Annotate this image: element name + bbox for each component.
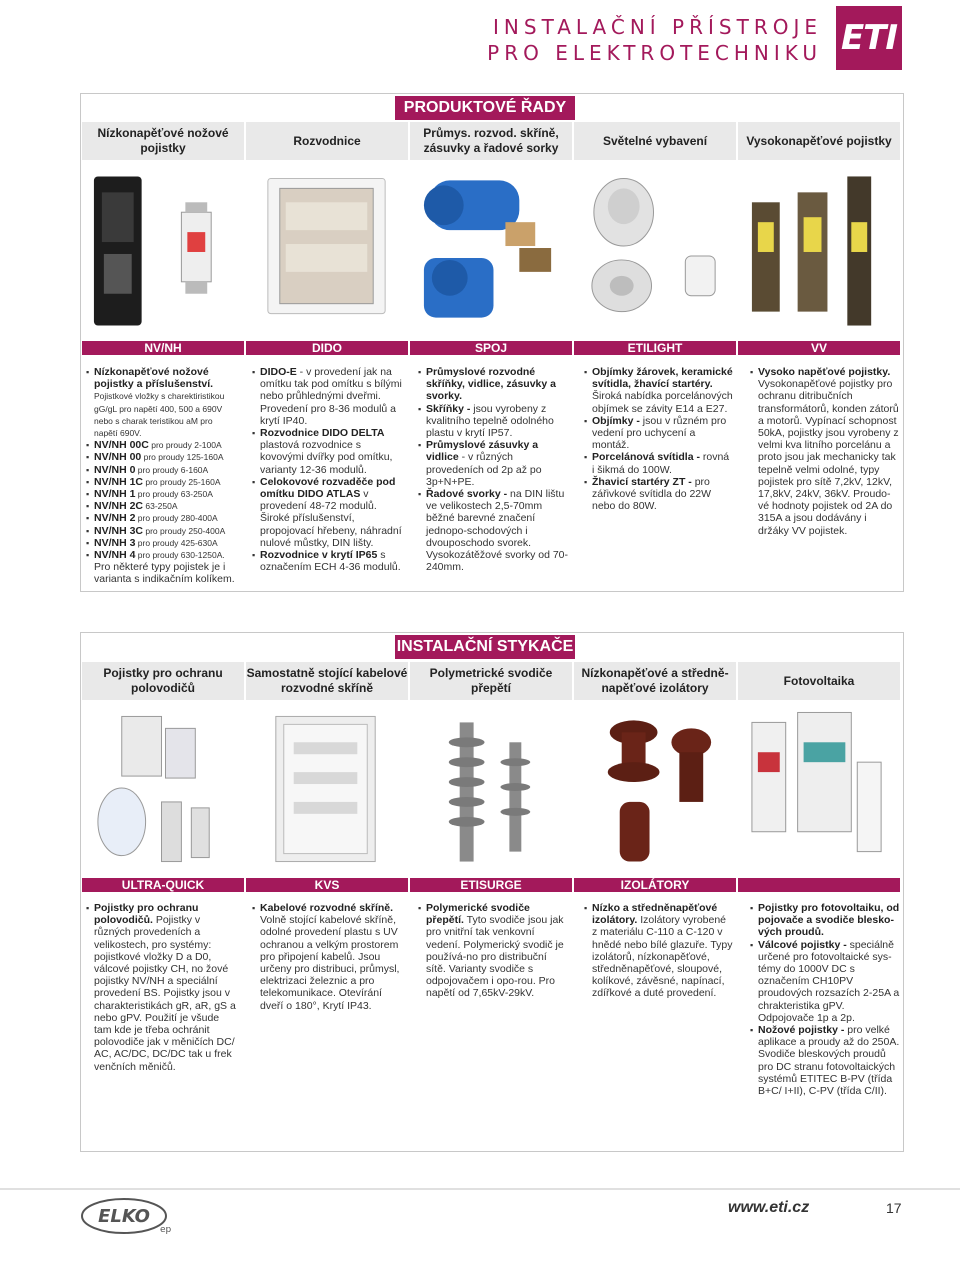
- desc-item-name: NV/NH 00C: [94, 439, 149, 452]
- cable-cabinet-image: [246, 702, 408, 876]
- page-header-title: [487, 14, 822, 66]
- desc-heading: Porcelánová svítidla -: [592, 451, 700, 464]
- desc-heading: Průmyslové rozvodné skříňky, vidlice, zásuvky a svorky.: [426, 366, 556, 403]
- desc-heading: Skříňky -: [426, 402, 471, 415]
- series-label: ULTRA-QUICK: [82, 878, 244, 892]
- desc-item-name: NV/NH 1C: [94, 475, 144, 488]
- distribution-board-image: [246, 162, 408, 338]
- desc-text: - v provedení jak na omítku tak pod omítku s bílými nebo průhlednými dveřmi. Provedení pro 8-36 modulů a krytí IP40.: [260, 366, 402, 427]
- description-nvnh: [82, 366, 236, 586]
- desc-heading: Nízkonapěťové nožové pojistky a příslušenství.: [94, 366, 214, 391]
- description-spoj: [414, 366, 568, 586]
- desc-item-range: pro proudy 280-400A: [135, 513, 218, 524]
- fuse-holder-image: [82, 162, 244, 338]
- eti-logo-text: ETI: [840, 18, 898, 58]
- series-label: NV/NH: [82, 341, 244, 355]
- desc-item-range: pro proudy 63-250A: [135, 489, 213, 500]
- desc-item-name: NV/NH 00: [94, 451, 142, 464]
- section1-banner: PRODUKTOVÉ ŘADY: [395, 96, 575, 120]
- section1-categories: [82, 122, 900, 160]
- section1-product-images: [82, 162, 900, 338]
- desc-item-range: pro proudy 425-630A: [135, 537, 218, 548]
- desc-text: Pojistky v různých provedeních a velikostech, pro systémy: pojistkové vložky D a D0, válcové pojistky CH, no žové pojistky NV/NH a speciální provedení BS. Pojistky jsou v charakteristikách gR, aR, gS a nebo gPV. Použití je všude tam kde je třeba ochránit polovodiče jak v měničích DC/ AC, AC/DC, DC/DC tak u frek venčních měničů.: [94, 914, 236, 1073]
- header-title-line1: INSTALAČNÍ PŘÍSTROJE: [493, 15, 822, 39]
- desc-text: Vysokonapěťové pojistky pro ochranu ditribučních transformátorů, konden zátorů a motorů. Vypínací schopnost 50kA, pojistky jsou vyrobeny z velmi kva litního porcelánu a proto jsou jak mechanicky tak tepelně velmi odolné, typy pojistek pro sítě 7,2kV, 12kV, 17,8kV, 24kV, 36kV. Proudo-vé hodnoty pojistek od 2A do 315A a jsou dodávány i držáky VV pojistek.: [758, 378, 899, 537]
- desc-item-range: pro proudy 2-100A: [148, 440, 222, 451]
- category-header: Průmys. rozvod. skříně, zásuvky a řadové sorky: [410, 122, 572, 160]
- section2-series-labels: [82, 878, 900, 892]
- description-etilight: [580, 366, 734, 586]
- description-izolatory: [580, 902, 734, 1097]
- hv-fuses-image: [738, 162, 900, 338]
- series-label: VV: [738, 341, 900, 355]
- desc-text: plastová rozvodnice s kovovými dvířky pod omítku, varianty 12-36 modulů.: [260, 439, 393, 476]
- section2-product-images: [82, 702, 900, 876]
- desc-text: s označením ECH 4-36 modulů.: [260, 549, 401, 574]
- desc-text: jsou vyrobeny z kvalitního tepelně odolného plastu v krytí IP57.: [426, 402, 554, 440]
- desc-text: rovná i šikmá do 100W.: [592, 451, 730, 476]
- desc-heading: Rozvodnice v krytí IP65: [260, 549, 378, 562]
- description-photovoltaic: [746, 902, 900, 1097]
- desc-heading: Žhavicí startéry ZT -: [592, 475, 692, 488]
- website-link[interactable]: www.eti.cz: [728, 1199, 810, 1216]
- desc-text: Široká nabídka porcelánových objímek se závity E14 a E27.: [592, 390, 733, 415]
- footer-divider: [0, 1188, 960, 1190]
- desc-heading: Celokovové rozvaděče pod omítku DIDO ATLAS: [260, 475, 396, 501]
- insulators-image: [574, 702, 736, 876]
- description-ultra-quick: [82, 902, 236, 1097]
- elko-logo: [80, 1196, 175, 1236]
- elko-logo-sub: ep: [160, 1225, 172, 1235]
- desc-item-range: 63-250A: [143, 501, 178, 512]
- section2-categories: [82, 662, 900, 700]
- category-header: Světelné vybavení: [574, 122, 736, 160]
- desc-heading: Nízko a středněnapěťové izolátory.: [592, 902, 718, 927]
- desc-item-name: NV/NH 0: [94, 463, 136, 476]
- lamp-holders-image: [574, 162, 736, 338]
- series-label: ETILIGHT: [574, 341, 736, 355]
- desc-item-range: pro proudy 125-160A: [141, 452, 224, 463]
- desc-heading: Polymerické svodiče přepětí.: [426, 902, 530, 927]
- desc-item-name: NV/NH 2: [94, 512, 136, 525]
- category-header: Rozvodnice: [246, 122, 408, 160]
- section1-descriptions: [82, 366, 900, 586]
- description-etisurge: [414, 902, 568, 1097]
- desc-item-range: pro proudy 630-1250A.: [135, 550, 225, 561]
- desc-text: pro velké aplikace a proudy až do 250A. Svodiče bleskových proudů pro DC stranu fotovoltaických systémů ETITEC B-PV (třída B+C/ I+II), C-PV (třída C/II).: [758, 1024, 900, 1098]
- desc-heading: Vysoko napěťové pojistky.: [758, 366, 891, 378]
- category-header: Polymetrické svodiče přepětí: [410, 662, 572, 700]
- desc-tail: Pro některé typy pojistek je i varianta s indikačním kolíkem.: [94, 561, 235, 586]
- desc-item-range: pro proudy 6-160A: [135, 464, 209, 475]
- series-label: KVS: [246, 878, 408, 892]
- desc-heading: Kabelové rozvodné skříně.: [260, 902, 394, 914]
- desc-text: v provedení 48-72 modulů. Široké příslušenství, propojovací hřebeny, náhradní nulové můstky, DIN lišty.: [260, 488, 402, 549]
- semiconductor-fuses-image: [82, 702, 244, 876]
- section2-banner: INSTALAČNÍ STYKAČE: [395, 635, 575, 659]
- desc-heading: Průmyslové zásuvky a vidlice: [426, 439, 539, 464]
- desc-text: speciálně určené pro fotovoltaické sys-témy do 1000V DC s označením CH10PV proudových rozsazích 2-25A a chrakteristika gPV. Odpojovače 1p a 2p.: [758, 938, 900, 1024]
- desc-item-range: pro proudy 250-400A: [143, 525, 226, 536]
- desc-item-name: NV/NH 3: [94, 536, 136, 549]
- series-label: ETISURGE: [410, 878, 572, 892]
- industrial-sockets-image: [410, 162, 572, 338]
- description-vv: [746, 366, 900, 586]
- category-header: Vysokonapěťové pojistky: [738, 122, 900, 160]
- desc-heading: Objímky -: [592, 414, 640, 427]
- desc-text: - v různých provedeních od 2p až po 3p+N+PE.: [426, 451, 542, 488]
- desc-heading: Rozvodnice DIDO DELTA: [260, 427, 385, 440]
- desc-heading: Objímky žárovek, keramické svítidla, žhavící startéry.: [592, 366, 733, 391]
- desc-text: jsou v různém pro vedení pro uchycení a montáž.: [592, 414, 727, 452]
- desc-heading: Pojistky pro ochranu polovodičů.: [94, 902, 199, 927]
- header-title-line2: PRO ELEKTROTECHNIKU: [487, 41, 822, 65]
- desc-text: Tyto svodiče jsou jak pro vnitřní tak venkovní vedení. Polymerický svodič je používá-no pro distribuční sítě. Varianty svodiče s odpojovačem i opo-rou. Pro napětí od 7,65kV-29kV.: [426, 914, 564, 1000]
- desc-heading: Řadové svorky -: [426, 488, 508, 501]
- category-header: Fotovoltaika: [738, 662, 900, 700]
- category-header: Pojistky pro ochranu polovodičů: [82, 662, 244, 700]
- desc-heading: Nožové pojistky -: [758, 1024, 845, 1037]
- surge-arresters-image: [410, 702, 572, 876]
- category-header: Nízkonapěťové nožové pojistky: [82, 122, 244, 160]
- section2-descriptions: [82, 902, 900, 1097]
- section1-series-labels: [82, 341, 900, 355]
- category-header: Nízkonapěťové a středně-napěťové izolátory: [574, 662, 736, 700]
- desc-heading: Válcové pojistky -: [758, 938, 847, 951]
- desc-heading: DIDO-E: [260, 366, 297, 378]
- desc-item-range: pro proudy 25-160A: [143, 476, 221, 487]
- series-label: SPOJ: [410, 341, 572, 355]
- description-kvs: [248, 902, 402, 1097]
- series-label: DIDO: [246, 341, 408, 355]
- category-header: Samostatně stojící kabelové rozvodné skříně: [246, 662, 408, 700]
- elko-logo-text: ELKO: [98, 1206, 150, 1227]
- desc-item-name: NV/NH 3C: [94, 524, 144, 537]
- desc-heading: Pojistky pro fotovoltaiku, od pojovače a svodiče blesko-vých proudů.: [758, 902, 900, 939]
- photovoltaic-devices-image: [738, 702, 900, 876]
- desc-text: Izolátory vyrobené z materiálu C-110 a C-120 v hnědé nebo bílé glazuře. Typy izolátorů, nízkonapěťové, středněnapěťové, sloupové, kolíkové, závěsné, napínací, zdířkové a duté provedení.: [592, 914, 733, 1000]
- eti-logo: [836, 6, 902, 70]
- description-dido: [248, 366, 402, 586]
- page-number: 17: [886, 1200, 902, 1216]
- desc-text: pro zářivkové svítidla do 22W nebo do 80W.: [592, 475, 712, 513]
- desc-text: Pojistkové vložky s charektiristikou gG/gL pro napětí 400, 500 a 690V nebo s charak teristikou aM pro napětí 690V.: [94, 391, 225, 439]
- desc-item-name: NV/NH 1: [94, 488, 136, 501]
- desc-text: Volně stojící kabelové skříně, odolné provedení plastu s UV ochranou a velkým prostorem pro připojení kabelů. Jsou určeny pro distribuci, průmysl, elektrizaci železnic a pro telekomunikace. Otevírání dveří o 180°, Krytí IP43.: [260, 914, 400, 1012]
- desc-text: na DIN lištu ve velikostech 2,5-70mm běžné barevné značení jednopo-schodových i dvouposchodo svorek. Vysokozátěžové svorky od 70-240mm.: [426, 488, 569, 574]
- series-label: IZOLÁTORY: [574, 878, 736, 892]
- desc-item-name: NV/NH 2C: [94, 500, 144, 513]
- series-label: [738, 878, 900, 892]
- desc-item-name: NV/NH 4: [94, 549, 136, 562]
